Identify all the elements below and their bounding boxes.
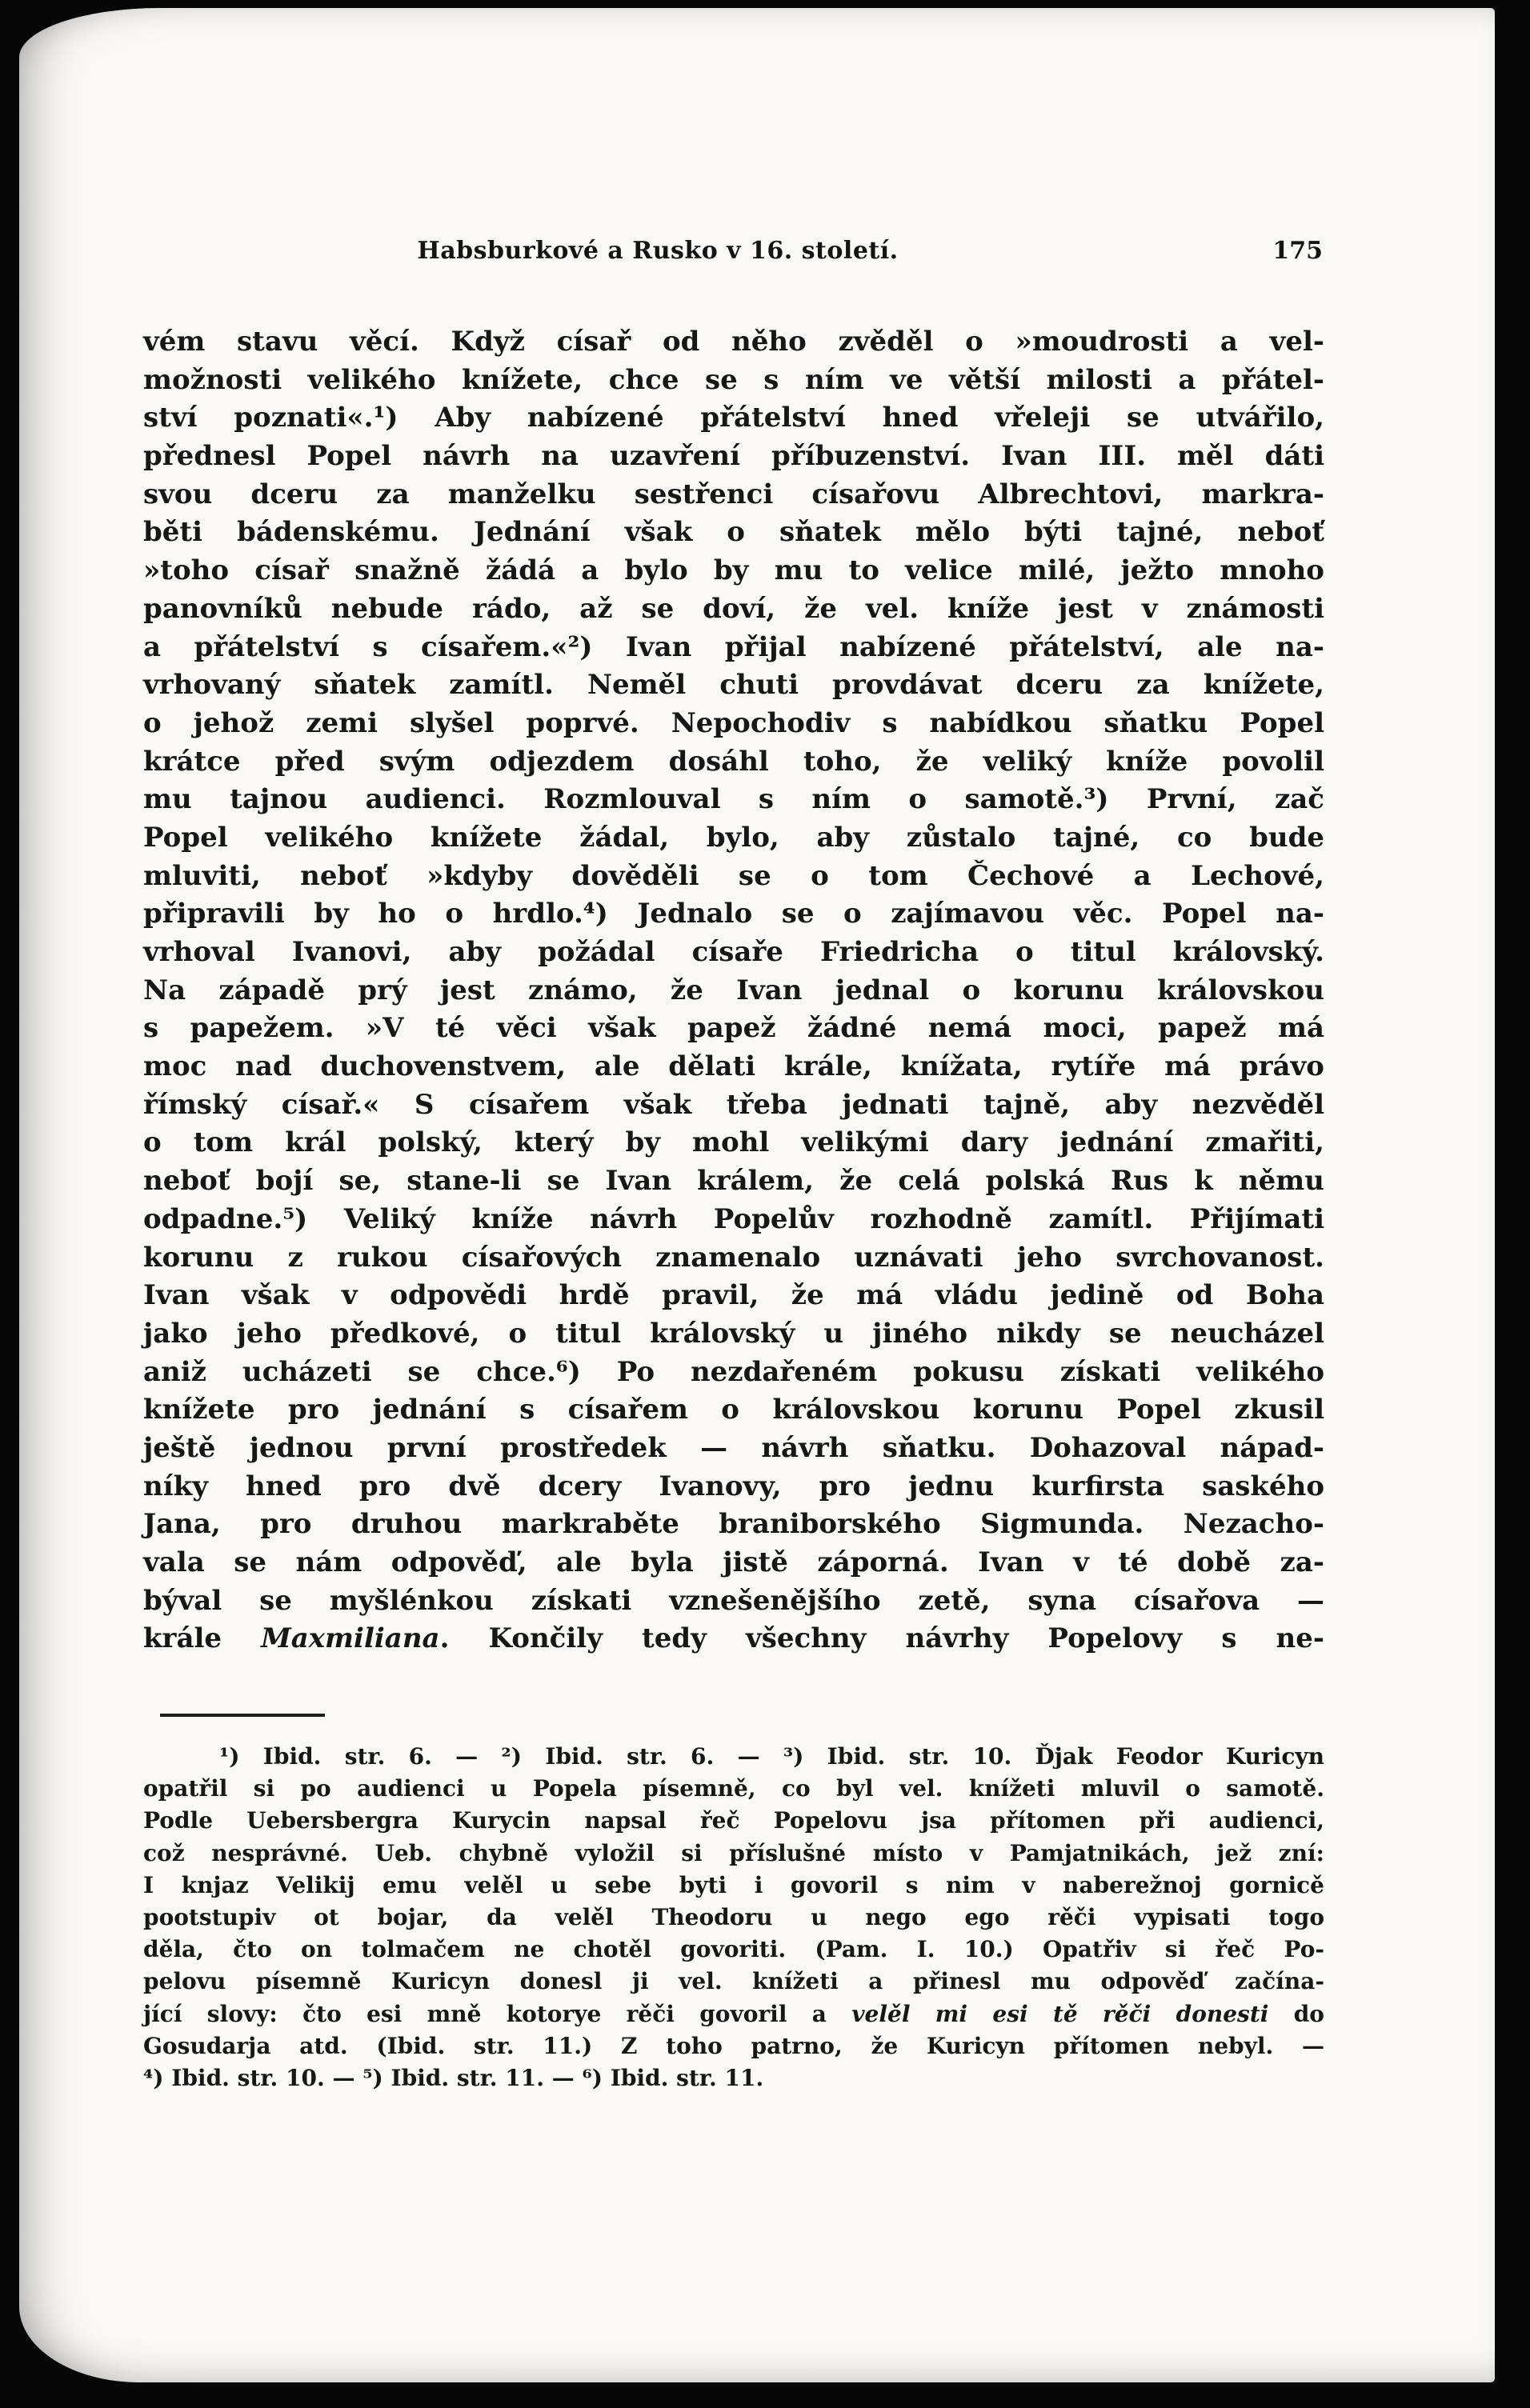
text-segment: Na západě prý jest známo, že Ivan jednal o korunu královskou (143, 974, 1324, 1006)
text-segment: o jehož zemi slyšel poprvé. Nepochodiv s nabídkou sňatku Popel (143, 706, 1324, 739)
body-text (143, 323, 1324, 1658)
text-segment: vrhovaný sňatek zamítl. Neměl chuti provdávat dceru za knížete, (143, 669, 1324, 702)
text-line (143, 1239, 1324, 1278)
text-line (143, 1838, 1324, 1870)
text-line (143, 1124, 1324, 1162)
text-line (143, 743, 1324, 782)
text-segment: a přátelství s císařem.«²) Ivan přijal nabízené přátelství, ale na- (143, 630, 1324, 663)
text-segment: moc nad duchovenstvem, ale dělati krále, knížata, rytíře má právo (143, 1050, 1324, 1083)
text-segment: děla, čto on tolmačem ne chotěl govoriti. (Pam. I. 10.) Opatřiv si řeč Po- (143, 1936, 1324, 1963)
text-line (143, 1315, 1324, 1354)
text-segment: přednesl Popel návrh na uzavření příbuzenství. Ivan III. měl dáti (143, 440, 1324, 473)
text-line (143, 590, 1324, 629)
text-segment: jako jeho předkové, o titul královský u jiného nikdy se neucházel (143, 1317, 1324, 1350)
text-segment: Ivan však v odpovědi hrdě pravil, že má vládu jedině od Boha (143, 1279, 1324, 1312)
text-line (143, 2062, 1324, 2094)
text-line (143, 399, 1324, 438)
running-title: Habsburkové a Rusko v 16. století. (417, 237, 899, 265)
text-line (143, 1870, 1324, 1902)
text-segment: korunu z rukou císařových znamenalo uznávati jeho svrchovanost. (143, 1241, 1324, 1274)
running-header (143, 237, 1324, 272)
text-segment: s papežem. »V té věci však papež žádné nemá moci, papež má (143, 1012, 1324, 1045)
text-line (143, 1966, 1324, 1998)
text-segment: panovníků nebude rádo, až se doví, že vel. kníže jest v známosti (143, 592, 1324, 625)
footnote-separator (160, 1714, 325, 1717)
text-line (143, 1902, 1324, 1934)
text-segment: ¹) Ibid. str. 6. — ²) Ibid. str. 6. — ³) Ibid. str. 10. Ďjak Feodor Kuricyn (219, 1743, 1324, 1770)
text-line (143, 2030, 1324, 2062)
text-line (143, 1582, 1324, 1621)
text-segment: býval se myšlénkou získati vznešenějšího zetě, syna císařova — (143, 1584, 1324, 1617)
text-line (143, 514, 1324, 552)
text-segment: vrhoval Ivanovi, aby požádal císaře Friedricha o titul královský. (143, 936, 1324, 968)
text-segment: ještě jednou první prostředek — návrh sňatku. Dohazoval nápad- (143, 1431, 1324, 1464)
text-segment: I knjaz Velikij emu velěl u sebe byti i govoril s nim v naberežnoj gornicě (143, 1871, 1324, 1898)
text-line (143, 819, 1324, 858)
text-line (143, 1544, 1324, 1582)
text-segment: vala se nám odpověď, ale byla jistě záporná. Ivan v té době za- (143, 1546, 1324, 1578)
text-line (143, 1354, 1324, 1392)
text-segment: krátce před svým odjezdem dosáhl toho, že veliký kníže povolil (143, 745, 1324, 778)
text-segment: pelovu písemně Kuricyn donesl ji vel. knížeti a přinesl mu odpověď začína- (143, 1968, 1324, 1995)
text-segment: Popel velikého knížete žádal, bylo, aby zůstalo tajné, co bude (143, 821, 1324, 854)
text-segment: jící slovy: čto esi mně kotorye rěči govoril a (143, 2000, 852, 2027)
text-segment: do (1268, 2000, 1324, 2027)
text-line (143, 1430, 1324, 1468)
text-segment: připravili by ho o hrdlo.⁴) Jednalo se o zajímavou věc. Popel na- (143, 898, 1324, 930)
text-line (143, 1620, 1324, 1658)
text-line (143, 781, 1324, 819)
text-line (143, 1391, 1324, 1430)
text-line (143, 1277, 1324, 1315)
text-line (143, 1998, 1324, 2030)
footnotes (143, 1741, 1324, 2094)
text-segment: krále (143, 1622, 262, 1655)
text-segment: pootstupiv ot bojar, da velěl Theodoru u nego ego rěči vypisati togo (143, 1903, 1324, 1930)
text-line (143, 1506, 1324, 1544)
page-number: 175 (1272, 237, 1323, 265)
text-segment: což nesprávné. Ueb. chybně vyložil si příslušné místo v Pamjatnikách, jež zní: (143, 1839, 1324, 1866)
text-line (143, 1162, 1324, 1201)
text-line (143, 1805, 1324, 1837)
text-segment: svou dceru za manželku sestřenci císařovu Albrechtovi, markra- (143, 478, 1324, 510)
text-segment: ství poznati«.¹) Aby nabízené přátelství hned vřeleji se utvářilo, (143, 402, 1324, 434)
text-line (143, 666, 1324, 705)
text-segment: níky hned pro dvě dcery Ivanovy, pro jednu kurfirsta saského (143, 1470, 1324, 1502)
text-segment: knížete pro jednání s císařem o královskou korunu Popel zkusil (143, 1394, 1324, 1426)
text-line (143, 1086, 1324, 1125)
text-line (143, 323, 1324, 362)
text-segment: neboť bojí se, stane-li se Ivan králem, že celá polská Rus k němu (143, 1165, 1324, 1198)
text-line (143, 438, 1324, 476)
text-segment: »toho císař snažně žádá a bylo by mu to velice milé, ježto mnoho (143, 554, 1324, 587)
italic-text-segment: velěl mi esi tě rěči donesti (851, 2000, 1269, 2027)
text-segment: aniž ucházeti se chce.⁶) Po nezdařeném pokusu získati velikého (143, 1355, 1324, 1388)
text-segment: mu tajnou audienci. Rozmlouval s ním o samotě.³) První, zač (143, 783, 1324, 816)
text-line (143, 972, 1324, 1010)
page (19, 8, 1495, 2382)
text-segment: běti bádenskému. Jednání však o sňatek mělo býti tajné, neboť (143, 516, 1324, 549)
text-line (143, 1048, 1324, 1086)
text-line (143, 895, 1324, 934)
text-line (143, 476, 1324, 514)
text-line (143, 1773, 1324, 1805)
text-segment: opatřil si po audienci u Popela písemně, co byl vel. knížeti mluvil o samotě. (143, 1775, 1324, 1802)
text-segment: . Končily tedy všechny návrhy Popelovy s ne- (439, 1622, 1324, 1655)
text-line (143, 552, 1324, 590)
text-segment: odpadne.⁵) Veliký kníže návrh Popelův rozhodně zamítl. Přijímati (143, 1202, 1324, 1235)
text-line (143, 1468, 1324, 1506)
text-segment: vém stavu věcí. Když císař od něho zvěděl o »moudrosti a vel- (143, 326, 1324, 358)
text-line (143, 858, 1324, 896)
text-segment: Podle Uebersbergra Kurycin napsal řeč Popelovu jsa přítomen při audienci, (143, 1807, 1324, 1834)
text-line (143, 934, 1324, 972)
text-segment: o tom král polský, který by mohl velikými dary jednání zmařiti, (143, 1126, 1324, 1159)
italic-text-segment: Maxmiliana (261, 1622, 440, 1655)
text-line (143, 629, 1324, 667)
text-line (143, 705, 1324, 743)
text-segment: římský císař.« S císařem však třeba jednati tajně, aby nezvěděl (143, 1088, 1324, 1121)
text-segment: ⁴) Ibid. str. 10. — ⁵) Ibid. str. 11. — ⁶) Ibid. str. 11. (143, 2064, 764, 2091)
text-segment: mluviti, neboť »kdyby dověděli se o tom Čechové a Lechové, (143, 859, 1324, 892)
text-line (143, 1741, 1324, 1773)
text-line (143, 362, 1324, 400)
text-line (143, 1201, 1324, 1239)
text-line (143, 1010, 1324, 1048)
text-segment: možnosti velikého knížete, chce se s ním ve větší milosti a přátel- (143, 363, 1324, 396)
text-line (143, 1934, 1324, 1966)
text-segment: Jana, pro druhou markraběte braniborského Sigmunda. Nezacho- (143, 1508, 1324, 1541)
text-segment: Gosudarja atd. (Ibid. str. 11.) Z toho patrno, že Kuricyn přítomen nebyl. — (143, 2032, 1324, 2059)
